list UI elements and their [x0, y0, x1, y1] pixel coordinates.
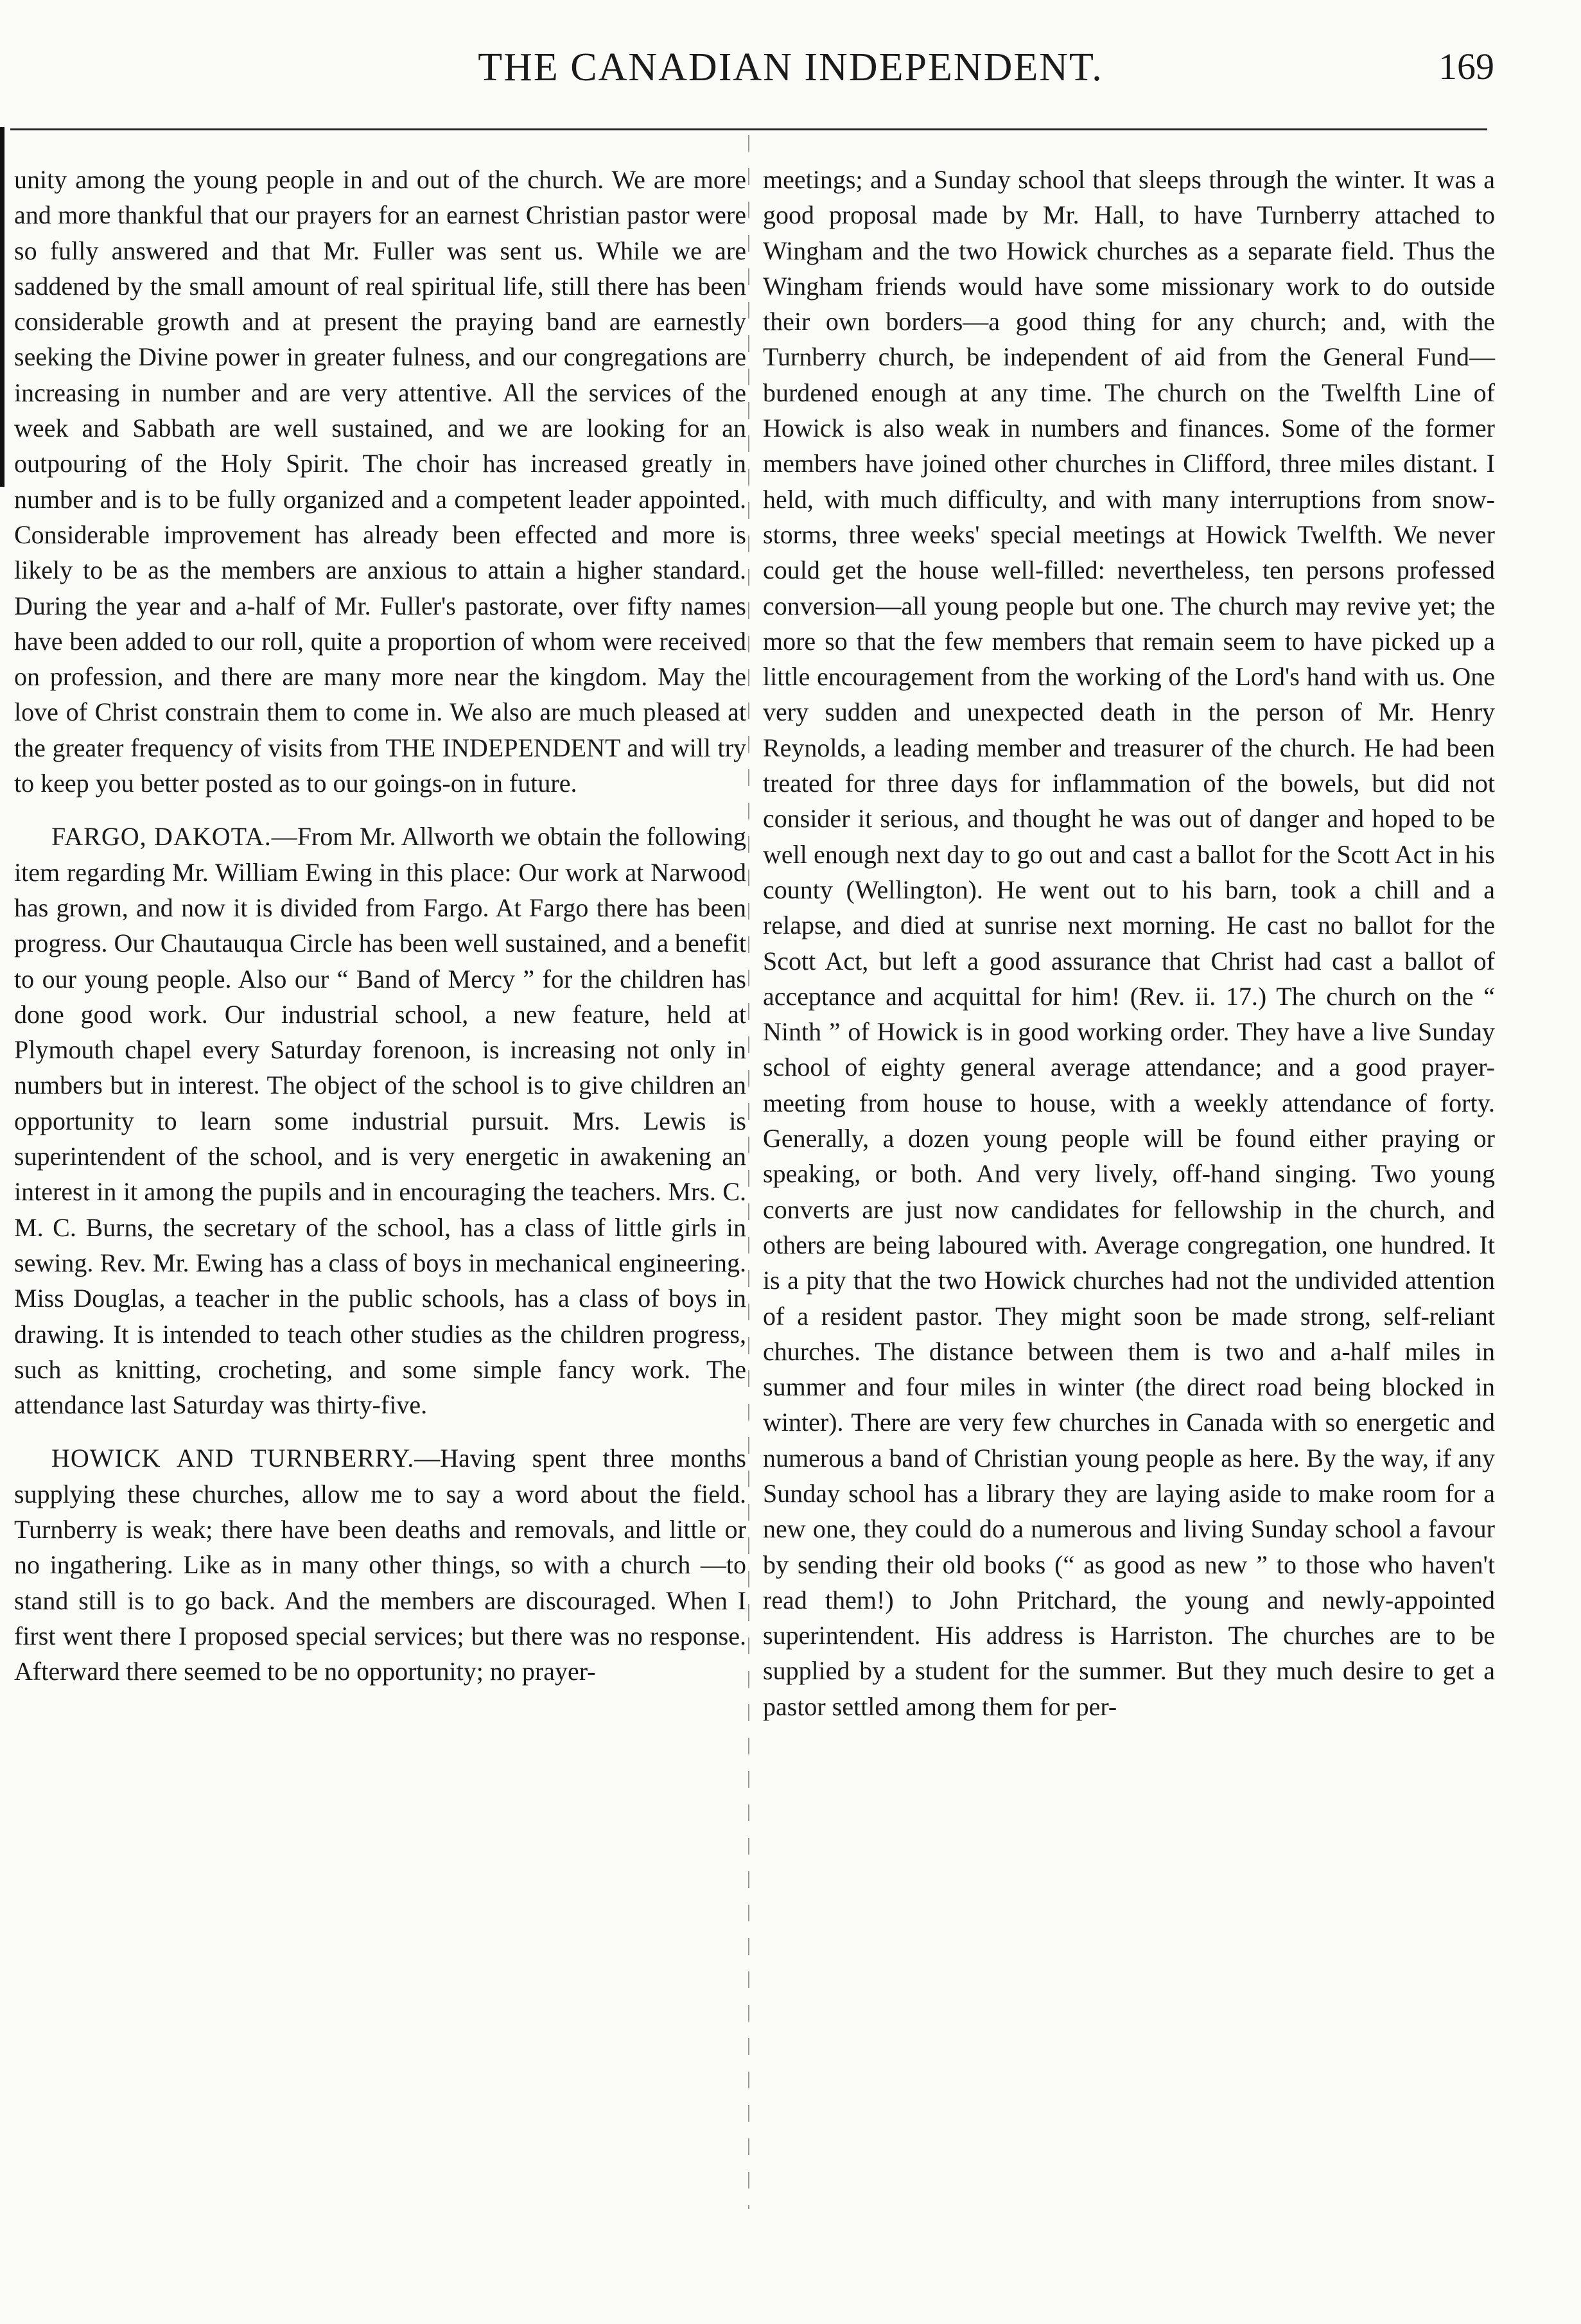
column-divider — [748, 135, 749, 2209]
howick-turnberry-paragraph — [14, 1440, 746, 1689]
running-title: THE CANADIAN INDEPENDENT. — [478, 46, 1103, 89]
fargo-dakota-body: —From Mr. Allworth we obtain the following item regarding Mr. William Ewing in this place: Our work at Narwood has grown, and now it is divided from Fargo. At Fargo there has been progress. Our Chautauqua Circle has been well sustained, and a benefit to our young people. Also our “ Band of Mercy ” for the children has done good work. Our industrial school, a new feature, held at Plymouth chapel every Saturday forenoon, is increasing not only in numbers but in interest. The object of the school is to give children an opportunity to learn some industrial pursuit. Mrs. Lewis is superintendent of the school, and is very energetic in awakening an interest in it among the pupils and in encouraging the teachers. Mrs. C. M. C. Burns, the secretary of the school, has a class of little girls in sewing. Rev. Mr. Ewing has a class of boys in mechanical engineering. Miss Douglas, a teacher in the public schools, has a class of boys in drawing. It is intended to teach other studies as the children progress, such as knitting, crocheting, and some simple fancy work. The attendance last Saturday was thirty-five. — [14, 822, 747, 1420]
page-header — [0, 39, 1581, 109]
howick-turnberry-heading: HOWICK AND TURNBERRY. — [51, 1444, 415, 1473]
fargo-dakota-paragraph — [14, 819, 746, 1422]
header-rule — [10, 128, 1487, 130]
page-number: 169 — [1438, 46, 1494, 87]
binding-edge-mark — [0, 127, 4, 487]
right-column — [763, 162, 1495, 1724]
howick-turnberry-body: —Having spent three months supplying these churches, allow me to say a word about the field. Turnberry is weak; there have been deaths and removals, and little or no ingathering. Like as in many other things, so with a church —to stand still is to go back. And the members are discouraged. When I first went there I proposed special services; but there was no response. Afterward there seemed to be no opportunity; no prayer- — [14, 1444, 746, 1686]
fargo-dakota-heading: FARGO, DAKOTA. — [51, 822, 272, 852]
left-paragraph-continued: unity among the young people in and out of the church. We are more and more thankful that our prayers for an earnest Christian pastor were so fully answered and that Mr. Fuller was sent us. While we are saddened by the small amount of real spiritual life, still there has been considerable growth and at present the praying band are earnestly seeking the Divine power in greater fulness, and our congregations are increasing in number and are very attentive. All the services of the week and Sabbath are well sustained, and we are looking for an outpouring of the Holy Spirit. The choir has increased greatly in number and is to be fully organized and a competent leader appointed. Considerable improvement has already been effected and more is likely to be as the members are anxious to attain a higher standard. During the year and a-half of Mr. Fuller's pastorate, over fifty names have been added to our roll, quite a proportion of whom were received on profession, and there are many more near the kingdom. May the love of Christ constrain them to come in. We also are much pleased at the greater frequency of visits from THE INDEPENDENT and will try to keep you better posted as to our goings-on in future. — [14, 165, 746, 798]
left-column — [14, 162, 746, 1689]
right-paragraph: meetings; and a Sunday school that sleeps through the winter. It was a good proposal made by Mr. Hall, to have Turnberry attached to Wingham and the two Howick churches as a separate field. Thus the Wingham friends would have some missionary work to do outside their own borders—a good thing for any church; and, with the Turnberry church, be independent of aid from the General Fund—burdened enough at any time. The church on the Twelfth Line of Howick is also weak in numbers and finances. Some of the former members have joined other churches in Clifford, three miles distant. I held, with much difficulty, and with many interruptions from snow-storms, three weeks' special meetings at Howick Twelfth. We never could get the house well-filled: nevertheless, ten persons professed conversion—all young people but one. The church may revive yet; the more so that the few members that remain seem to have picked up a little encouragement from the working of the Lord's hand with us. One very sudden and unexpected death in the person of Mr. Henry Reynolds, a leading member and treasurer of the church. He had been treated for three days for inflammation of the bowels, but did not consider it serious, and thought he was out of danger and hoped to be well enough next day to go out and cast a ballot for the Scott Act in his county (Wellington). He went out to his barn, took a chill and a relapse, and died at sunrise next morning. He cast no ballot for the Scott Act, but left a good assurance that Christ had cast a ballot of acceptance and acquittal for him! (Rev. ii. 17.) The church on the “ Ninth ” of Howick is in good working order. They have a live Sunday school of eighty general average attendance; and a good prayer-meeting from house to house, with a weekly attendance of forty. Generally, a dozen young people will be found either praying or speaking, or both. And very lively, off-hand singing. Two young converts are just now candidates for fellowship in the church, and others are being laboured with. Average congregation, one hundred. It is a pity that the two Howick churches had not the undivided attention of a resident pastor. They might soon be made strong, self-reliant churches. The distance between them is two and a-half miles in summer and four miles in winter (the direct road being blocked in winter). There are very few churches in Canada with so energetic and numerous a band of Christian young people as here. By the way, if any Sunday school has a library they are laying aside to make room for a new one, they could do a numerous and living Sunday school a favour by sending their old books (“ as good as new ” to those who haven't read them!) to John Pritchard, the young and newly-appointed superintendent. His address is Harriston. The churches are to be supplied by a student for the summer. But they much desire to get a pastor settled among them for per- — [763, 165, 1495, 1721]
